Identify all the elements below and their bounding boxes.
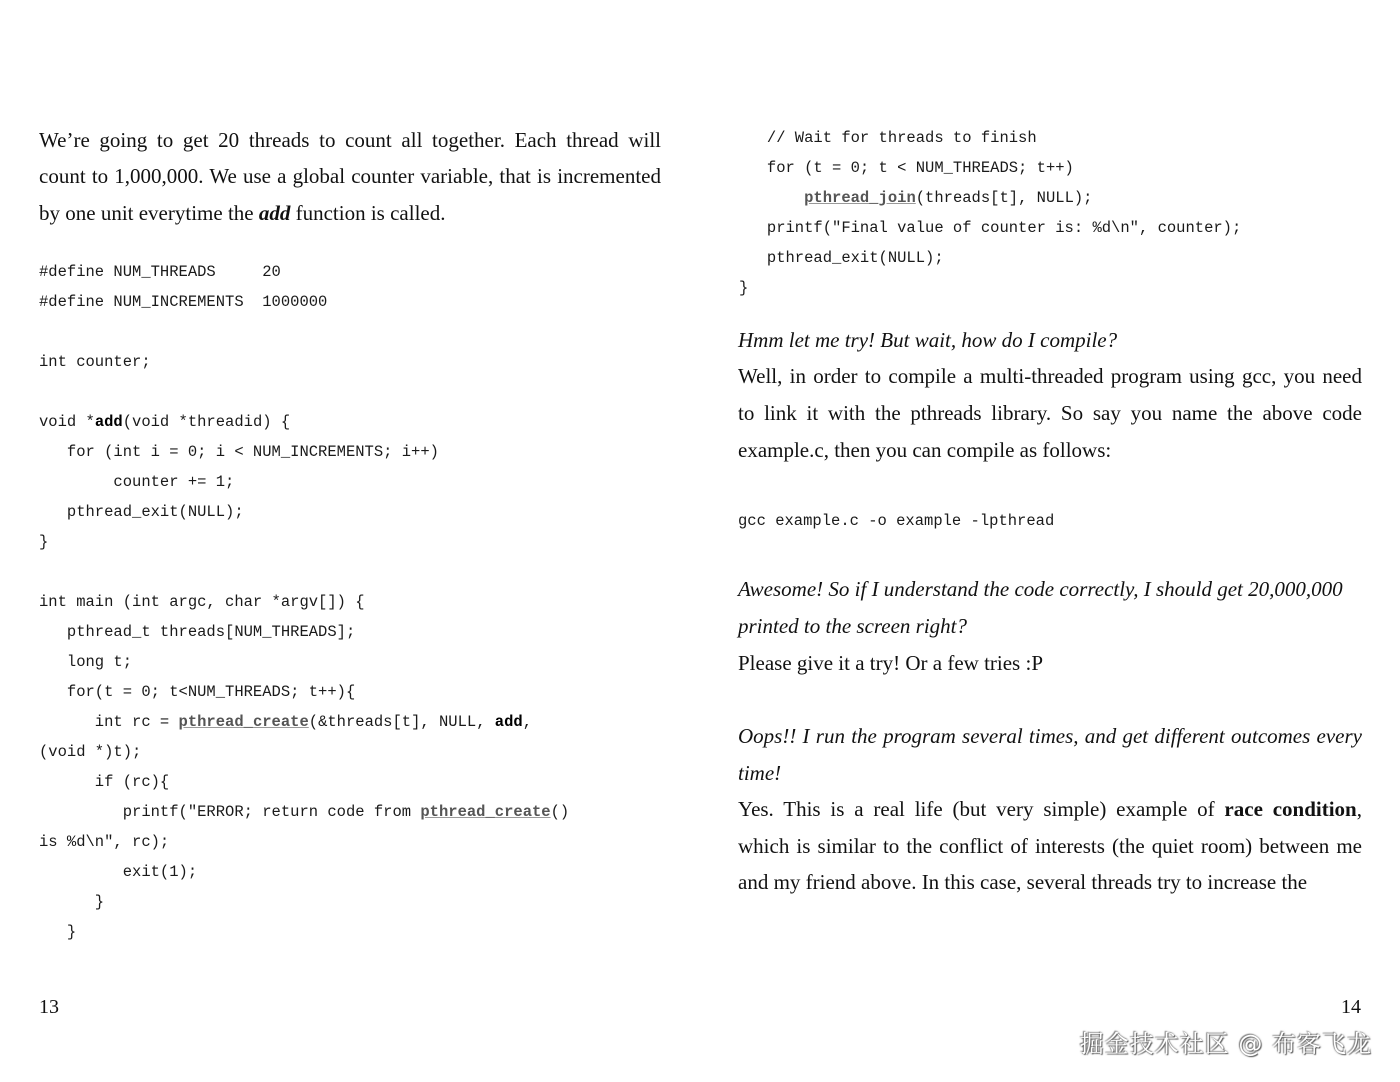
code-line: } bbox=[39, 533, 49, 551]
code-line: int main (int argc, char *argv[]) { bbox=[39, 593, 365, 611]
code-line: #define NUM_INCREMENTS 1000000 bbox=[39, 293, 328, 311]
code-cont-line: pthread_exit(NULL); bbox=[739, 249, 944, 267]
code-line: (void *)t); bbox=[39, 743, 142, 761]
code-line bbox=[39, 317, 569, 347]
answer-race-line-2: which is similar to the conflict of interests (the quiet room) between me bbox=[738, 834, 1362, 858]
answer-compile-line-1: Well, in order to compile a multi-threaded program using gcc, you need bbox=[738, 364, 1362, 388]
code-cont-line: pthread_join(threads[t], NULL); bbox=[804, 189, 1093, 207]
question-compile: Hmm let me try! But wait, how do I compile? bbox=[738, 328, 1118, 352]
answer-race-line-3: and my friend above. In this case, several threads try to increase the bbox=[738, 870, 1308, 894]
answer-race-line-1 bbox=[738, 791, 1362, 828]
answer-race-comma: , bbox=[1356, 797, 1362, 821]
answer-compile-line-2: to link it with the pthreads library. So say you name the above code bbox=[738, 401, 1362, 425]
page-number-right: 14 bbox=[1341, 996, 1361, 1018]
answer-race-text: Yes. This is a real life (but very simple) example of bbox=[738, 797, 1225, 821]
answer-try: Please give it a try! Or a few tries :P bbox=[738, 651, 1043, 675]
code-line: counter += 1; bbox=[39, 473, 235, 491]
code-listing-continued bbox=[739, 123, 1241, 303]
question-output-line-2: printed to the screen right? bbox=[738, 614, 968, 638]
code-cont-line: // Wait for threads to finish bbox=[739, 129, 1037, 147]
right-page bbox=[700, 0, 1400, 1082]
code-line: is %d\n", rc); bbox=[39, 833, 170, 851]
code-line: for (int i = 0; i < NUM_INCREMENTS; i++) bbox=[39, 443, 439, 461]
answer-compile-line-3: example.c, then you can compile as follows: bbox=[738, 438, 1112, 462]
page-number-left: 13 bbox=[39, 996, 59, 1018]
code-line: for(t = 0; t<NUM_THREADS; t++){ bbox=[39, 683, 356, 701]
intro-line-2: count to 1,000,000. We use a global counter variable, that is incremented bbox=[39, 164, 661, 188]
code-cont-line: for (t = 0; t < NUM_THREADS; t++) bbox=[739, 159, 1074, 177]
question-outcomes-line-1: Oops!! I run the program several times, and get different outcomes every bbox=[738, 724, 1362, 748]
code-line bbox=[39, 557, 569, 587]
code-line: exit(1); bbox=[39, 863, 198, 881]
code-cont-line: printf("Final value of counter is: %d\n", counter); bbox=[739, 219, 1242, 237]
code-line: pthread_exit(NULL); bbox=[39, 503, 244, 521]
question-outcomes-line-2: time! bbox=[738, 761, 782, 785]
code-line: long t; bbox=[39, 653, 133, 671]
code-line: void *add(void *threadid) { bbox=[39, 413, 291, 431]
code-line: } bbox=[39, 893, 105, 911]
function-name-add: add bbox=[258, 201, 291, 225]
race-condition-term: race condition bbox=[1224, 797, 1357, 821]
code-line: pthread_t threads[NUM_THREADS]; bbox=[39, 623, 356, 641]
intro-line-3 bbox=[39, 195, 661, 232]
intro-text: by one unit everytime the bbox=[39, 201, 259, 225]
code-line bbox=[39, 377, 569, 407]
code-listing-main bbox=[39, 257, 569, 947]
code-line: printf("ERROR; return code from pthread_create() bbox=[39, 803, 570, 821]
code-line: if (rc){ bbox=[39, 773, 170, 791]
code-line: #define NUM_THREADS 20 bbox=[39, 263, 281, 281]
watermark: 掘金技术社区 @ 布客飞龙 bbox=[1079, 1030, 1372, 1058]
code-line: int counter; bbox=[39, 353, 151, 371]
question-output-line-1: Awesome! So if I understand the code correctly, I should get 20,000,000 bbox=[738, 577, 1343, 601]
code-line: } bbox=[39, 923, 77, 941]
intro-text-end: function is called. bbox=[290, 201, 446, 225]
code-cont-line: } bbox=[739, 279, 749, 297]
compile-command: gcc example.c -o example -lpthread bbox=[738, 512, 1055, 530]
intro-line-1: We’re going to get 20 threads to count all together. Each thread will bbox=[39, 128, 661, 152]
code-line: int rc = pthread_create(&threads[t], NULL, add, bbox=[39, 713, 533, 731]
